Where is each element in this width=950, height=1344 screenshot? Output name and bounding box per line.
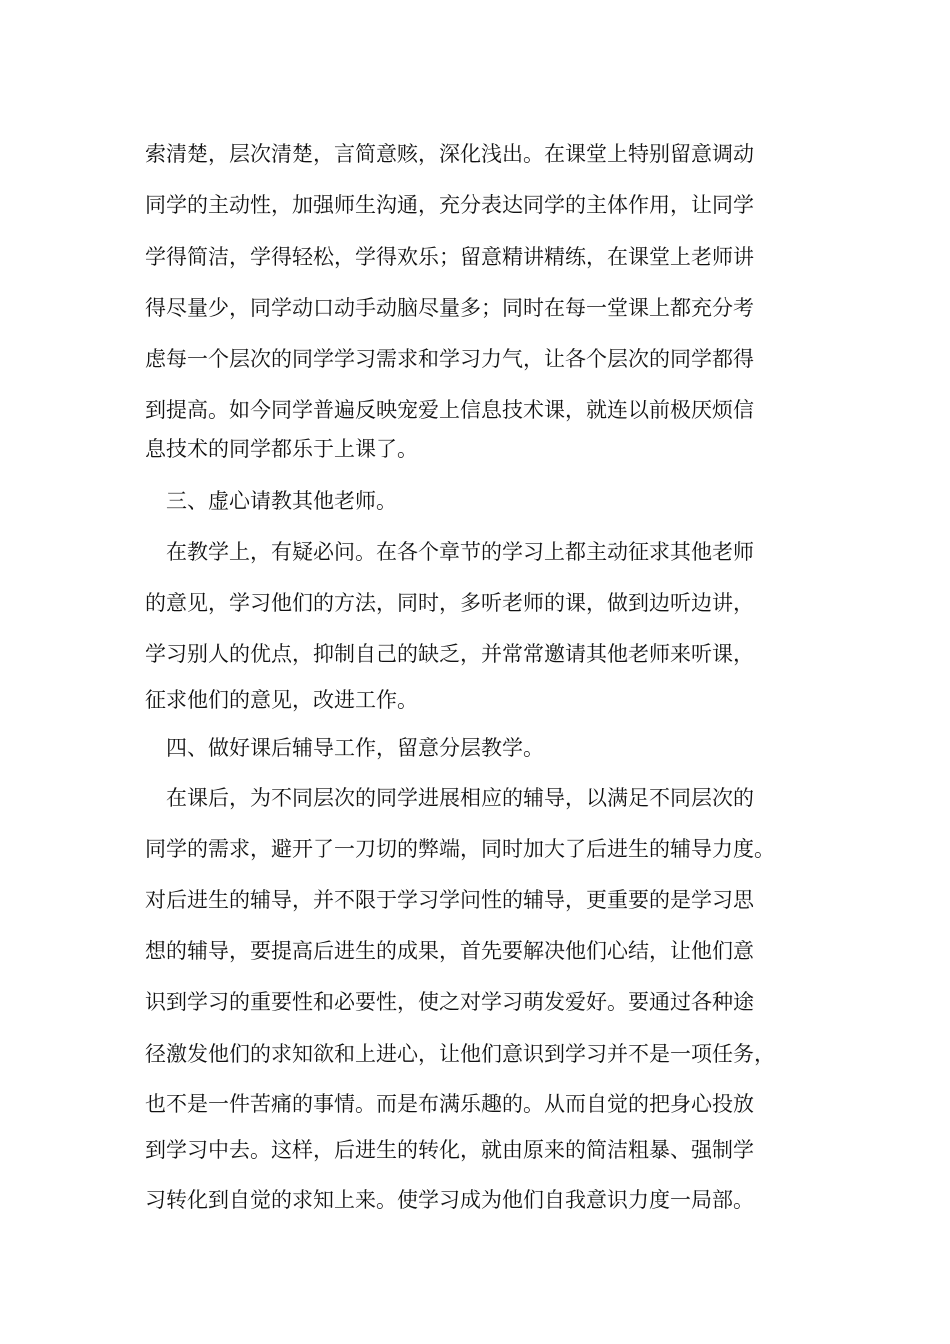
text-line-5: 虑每一个层次的同学学习需求和学习力气，让各个层次的同学都得 xyxy=(145,347,754,371)
text-line-7: 息技术的同学都乐于上课了。 xyxy=(145,437,418,461)
text-line-2: 同学的主动性，加强师生沟通，充分表达同学的主体作用，让同学 xyxy=(145,193,754,217)
text-line-21: 到学习中去。这样，后进生的转化，就由原来的简洁粗暴、强制学 xyxy=(145,1138,754,1162)
text-line-15: 同学的需求，避开了一刀切的弊端，同时加大了后进生的辅导力度。 xyxy=(145,837,775,861)
text-line-3: 学得简洁，学得轻松，学得欢乐；留意精讲精练，在课堂上老师讲 xyxy=(145,245,754,269)
section-heading-4: 四、做好课后辅导工作，留意分层教学。 xyxy=(166,736,544,760)
text-line-22: 习转化到自觉的求知上来。使学习成为他们自我意识力度一局部。 xyxy=(145,1188,754,1212)
text-line-17: 想的辅导，要提高后进生的成果，首先要解决他们心结，让他们意 xyxy=(145,939,754,963)
text-line-16: 对后进生的辅导，并不限于学习学问性的辅导，更重要的是学习思 xyxy=(145,888,754,912)
text-line-20: 也不是一件苦痛的事情。而是布满乐趣的。从而自觉的把身心投放 xyxy=(145,1092,754,1116)
text-line-6: 到提高。如今同学普遍反映宠爱上信息技术课，就连以前极厌烦信 xyxy=(145,398,754,422)
text-line-1: 索清楚，层次清楚，言简意赅，深化浅出。在课堂上特别留意调动 xyxy=(145,142,754,166)
text-line-14: 在课后，为不同层次的同学进展相应的辅导，以满足不同层次的 xyxy=(166,786,754,810)
text-line-12: 征求他们的意见，改进工作。 xyxy=(145,688,418,712)
text-line-4: 得尽量少，同学动口动手动脑尽量多；同时在每一堂课上都充分考 xyxy=(145,296,754,320)
text-line-11: 学习别人的优点，抑制自己的缺乏，并常常邀请其他老师来听课， xyxy=(145,642,754,666)
text-line-19: 径激发他们的求知欲和上进心，让他们意识到学习并不是一项任务， xyxy=(145,1042,775,1066)
text-line-9: 在教学上，有疑必问。在各个章节的学习上都主动征求其他老师 xyxy=(166,540,754,564)
section-heading-3: 三、虚心请教其他老师。 xyxy=(166,489,397,513)
text-line-18: 识到学习的重要性和必要性，使之对学习萌发爱好。要通过各种途 xyxy=(145,990,754,1014)
text-line-10: 的意见，学习他们的方法，同时，多听老师的课，做到边听边讲， xyxy=(145,591,754,615)
